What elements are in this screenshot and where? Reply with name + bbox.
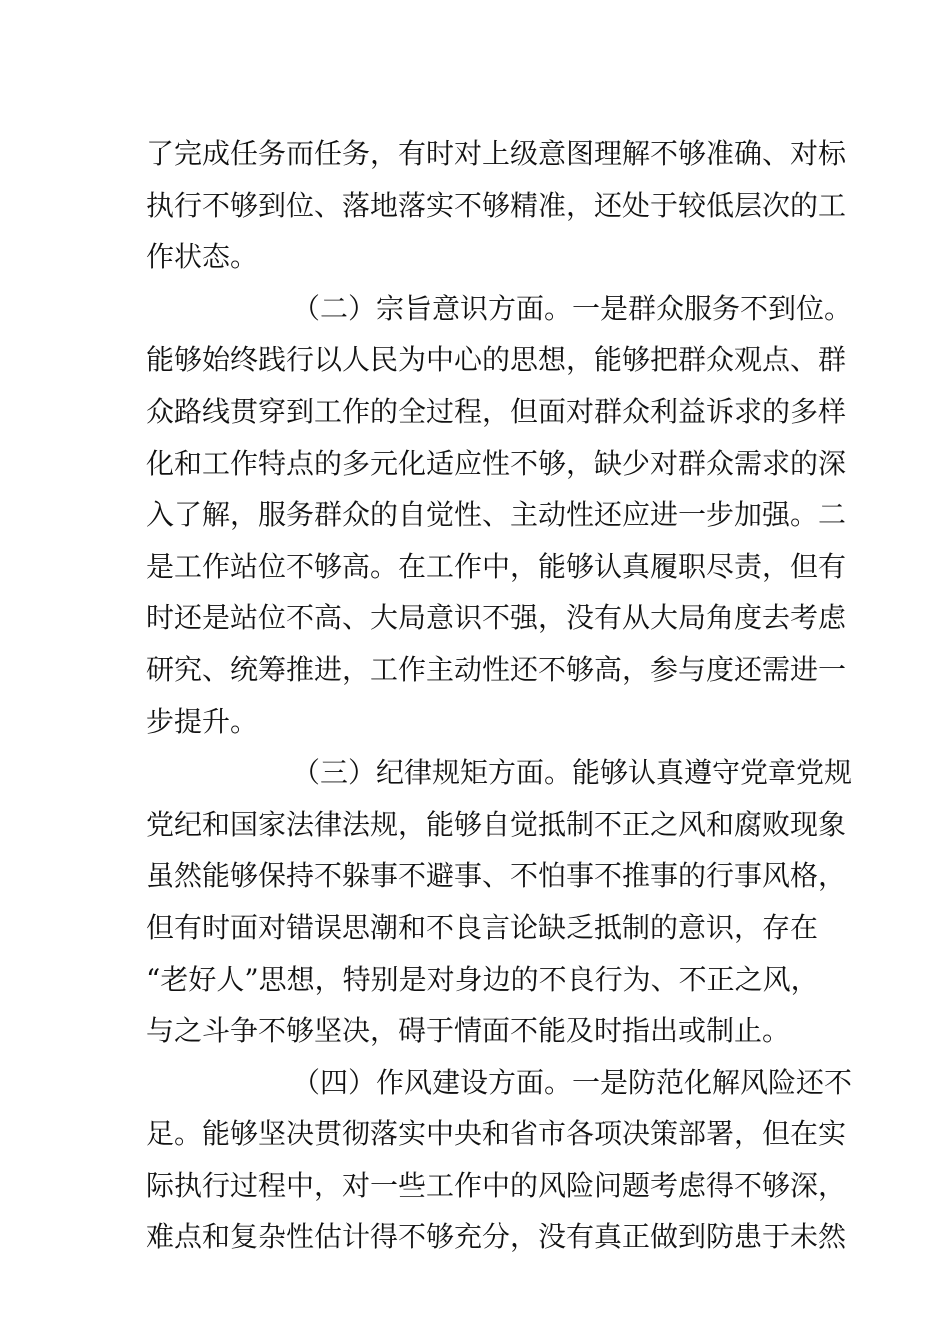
text-line-8: 入了解，服务群众的自觉性、主动性还应进一步加强。二 (146, 498, 847, 532)
text-line-14: 党纪和国家法律法规，能够自觉抵制不正之风和腐败现象 (146, 807, 847, 841)
section-heading-2: （二）宗旨意识方面。一是群众服务不到位。 (292, 291, 853, 325)
text-line-17: “老好人”思想，特别是对身边的不良行为、不正之风， (146, 962, 819, 996)
text-line-2: 执行不够到位、落地落实不够精准，还处于较低层次的工 (146, 188, 847, 222)
text-line-22: 难点和复杂性估计得不够充分，没有真正做到防患于未然 (146, 1220, 847, 1254)
document-body (146, 128, 853, 1263)
text-line-7: 化和工作特点的多元化适应性不够，缺少对群众需求的深 (146, 446, 847, 480)
text-line-18: 与之斗争不够坚决，碍于情面不能及时指出或制止。 (146, 1014, 791, 1048)
text-line-20: 足。能够坚决贯彻落实中央和省市各项决策部署，但在实 (146, 1117, 847, 1151)
text-line-15: 虽然能够保持不躲事不避事、不怕事不推事的行事风格， (146, 859, 847, 893)
text-line-16: 但有时面对错误思潮和不良言论缺乏抵制的意识，存在 (146, 910, 819, 944)
text-line-11: 研究、统筹推进，工作主动性还不够高，参与度还需进一 (146, 652, 847, 686)
text-line-6: 众路线贯穿到工作的全过程，但面对群众利益诉求的多样 (146, 394, 847, 428)
section-heading-3: （三）纪律规矩方面。能够认真遵守党章党规 (292, 756, 853, 790)
text-line-9: 是工作站位不够高。在工作中，能够认真履职尽责，但有 (146, 549, 847, 583)
text-line-12: 步提升。 (146, 704, 259, 738)
text-line-1: 了完成任务而任务，有时对上级意图理解不够准确、对标 (146, 137, 847, 170)
text-line-21: 际执行过程中，对一些工作中的风险问题考虑得不够深， (146, 1168, 847, 1202)
text-line-10: 时还是站位不高、大局意识不强，没有从大局角度去考虑 (146, 601, 847, 635)
section-heading-4: （四）作风建设方面。一是防范化解风险还不 (292, 1065, 853, 1099)
text-line-5: 能够始终践行以人民为中心的思想，能够把群众观点、群 (146, 343, 847, 377)
text-line-3: 作状态。 (146, 240, 259, 274)
